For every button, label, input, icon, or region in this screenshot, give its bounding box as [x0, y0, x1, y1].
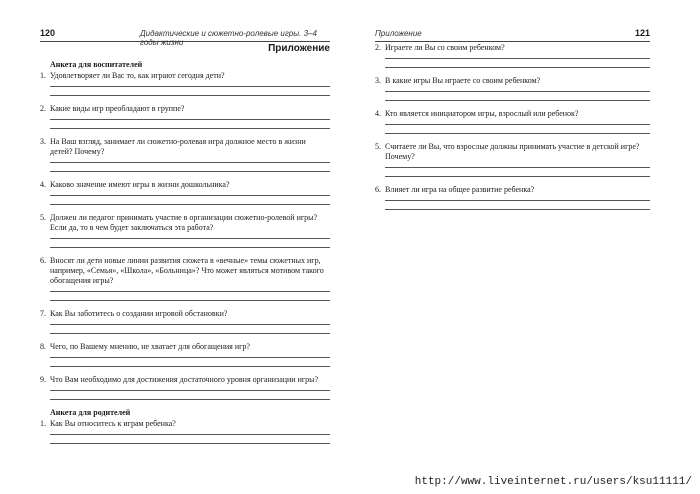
answer-lines [40, 86, 330, 96]
question-text: Что Вам необходимо для достижения достаточного уровня организации игры? [50, 375, 319, 384]
question-text: Кто является инициатором игры, взрослый или ребенок? [385, 109, 579, 118]
answer-lines [375, 167, 650, 177]
question-text: Как Вы относитесь к играм ребенка? [50, 419, 176, 428]
question-number: 6. [40, 256, 46, 265]
question-text: На Ваш взгляд, занимает ли сюжетно-ролевая игра должное место в жизни детей? Почему? [50, 137, 306, 156]
answer-lines [375, 91, 650, 101]
question-block [40, 419, 330, 444]
section-title: Приложение [268, 43, 330, 54]
question [40, 213, 330, 233]
questionnaire-title: Анкета для родителей [50, 408, 131, 417]
question-text: В какие игры Вы играете со своим ребенком? [385, 76, 541, 85]
question [40, 309, 330, 319]
question-text: Вносят ли дети новые линии развития сюжета в «вечные» темы сюжетных игр, например, «Семья», «Школа», «Больница»? Что может являться мотивом такого обогащения игры? [50, 256, 324, 285]
question-number: 6. [375, 185, 381, 194]
question [40, 419, 330, 429]
question [375, 185, 650, 195]
question-text: Какие виды игр преобладают в группе? [50, 104, 185, 113]
question-text: Как Вы заботитесь о создании игровой обстановки? [50, 309, 228, 318]
answer-lines [375, 58, 650, 68]
question-block [375, 142, 650, 177]
question-text: Должен ли педагог принимать участие в организации сюжетно-ролевой игры? Если да, то в чем будет заключаться эта работа? [50, 213, 318, 232]
answer-lines [40, 195, 330, 205]
answer-lines [40, 324, 330, 334]
right-page [375, 0, 650, 494]
answer-lines [40, 357, 330, 367]
left-page [40, 0, 330, 494]
answer-lines [375, 200, 650, 210]
question-text: Считаете ли Вы, что взрослые должны принимать участие в детской игре? Почему? [385, 142, 640, 161]
question-block [40, 342, 330, 367]
right-page-content [375, 43, 650, 218]
question-block [40, 213, 330, 248]
question-text: Влияет ли игра на общее развитие ребенка? [385, 185, 535, 194]
question-number: 9. [40, 375, 46, 384]
page-number: 121 [634, 28, 650, 38]
question-number: 2. [375, 43, 381, 52]
question-text: Каково значение имеют игры в жизни дошкольника? [50, 180, 230, 189]
question-number: 1. [40, 71, 46, 80]
question-number: 8. [40, 342, 46, 351]
question-block [40, 71, 330, 96]
left-page-header [40, 27, 330, 47]
question-block [40, 309, 330, 334]
question [40, 342, 330, 352]
question [40, 71, 330, 81]
question-number: 1. [40, 419, 46, 428]
answer-lines [375, 124, 650, 134]
question-number: 5. [375, 142, 381, 151]
question [40, 180, 330, 190]
answer-lines [40, 390, 330, 400]
question-block [40, 256, 330, 301]
answer-lines [40, 119, 330, 129]
question-block [375, 43, 650, 68]
questionnaire-title: Анкета для воспитателей [50, 60, 143, 69]
question-block [375, 109, 650, 134]
question [40, 137, 330, 157]
answer-lines [40, 291, 330, 301]
question [40, 375, 330, 385]
question [375, 76, 650, 86]
question [40, 104, 330, 114]
question [375, 109, 650, 119]
question-number: 7. [40, 309, 46, 318]
question-text: Чего, по Вашему мнению, не хватает для обогащения игр? [50, 342, 250, 351]
question-block [375, 76, 650, 101]
question [40, 256, 330, 286]
answer-lines [40, 434, 330, 444]
page-number: 120 [40, 28, 56, 38]
question-block [40, 104, 330, 129]
question-number: 4. [375, 109, 381, 118]
question-block [40, 180, 330, 205]
question [375, 142, 650, 162]
left-page-content [40, 60, 330, 452]
answer-lines [40, 162, 330, 172]
answer-lines [40, 238, 330, 248]
right-page-header [375, 27, 650, 42]
question-number: 3. [40, 137, 46, 146]
question-number: 5. [40, 213, 46, 222]
watermark-url: http://www.liveinternet.ru/users/ksu11111/ [414, 476, 692, 488]
question-number: 4. [40, 180, 46, 189]
question-block [40, 375, 330, 400]
running-title: Дидактические и сюжетно-ролевые игры. 3–4 годы жизни [140, 29, 317, 47]
question-block [40, 137, 330, 172]
running-title: Приложение [375, 29, 422, 38]
question-block [375, 185, 650, 210]
question-text: Удовлетворяет ли Вас то, как играют сегодня дети? [50, 71, 225, 80]
question [375, 43, 650, 53]
question-number: 3. [375, 76, 381, 85]
question-number: 2. [40, 104, 46, 113]
question-text: Играете ли Вы со своим ребенком? [385, 43, 505, 52]
